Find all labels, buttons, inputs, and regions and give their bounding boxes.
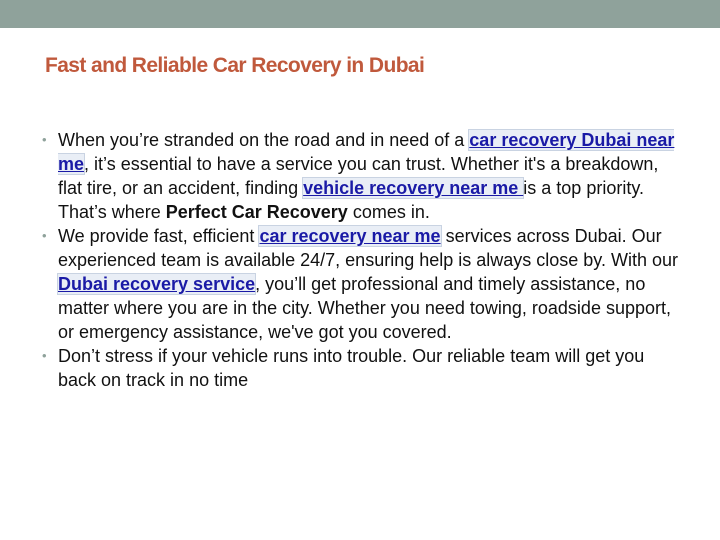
bold-company-name: Perfect Car Recovery bbox=[165, 202, 348, 222]
bullet-list bbox=[42, 128, 682, 392]
bullet-text: comes in. bbox=[347, 202, 430, 222]
header-accent-bar bbox=[0, 0, 720, 28]
bullet-text: services across Dubai. Our experienced team is available 24/7, ensuring help is always close by. With our bbox=[58, 226, 678, 270]
bullet-dot-icon: • bbox=[42, 132, 47, 147]
bullet-item-1 bbox=[42, 128, 682, 224]
bullet-item-2 bbox=[42, 224, 682, 344]
link-vehicle-recovery-near-me[interactable]: vehicle recovery near me bbox=[303, 178, 524, 198]
bullet-text: is a top priority. That’s where bbox=[58, 178, 644, 222]
bullet-text: Don’t stress if your vehicle runs into trouble. Our reliable team will get you back on track in no time bbox=[58, 346, 645, 390]
bullet-text: , it’s essential to have a service you can trust. Whether it's a breakdown, flat tire, or an accident, finding bbox=[58, 154, 659, 198]
bullet-dot-icon: • bbox=[42, 348, 47, 363]
link-car-recovery-near-me[interactable]: car recovery near me bbox=[259, 226, 441, 246]
bullet-dot-icon: • bbox=[42, 228, 47, 243]
bullet-text: When you’re stranded on the road and in need of a bbox=[58, 130, 470, 150]
link-dubai-recovery-service[interactable]: Dubai recovery service bbox=[58, 274, 256, 294]
link-car-recovery-dubai-near-me[interactable]: car recovery Dubai near me bbox=[58, 130, 675, 174]
bullet-item-3 bbox=[42, 344, 682, 392]
bullet-text: , you’ll get professional and timely assistance, no matter where you are in the city. Whether you need towing, roadside support, or emergency assistance, we've got you covered. bbox=[58, 274, 671, 342]
bullet-text: We provide fast, efficient bbox=[58, 226, 260, 246]
slide-title: Fast and Reliable Car Recovery in Dubai bbox=[45, 54, 425, 77]
